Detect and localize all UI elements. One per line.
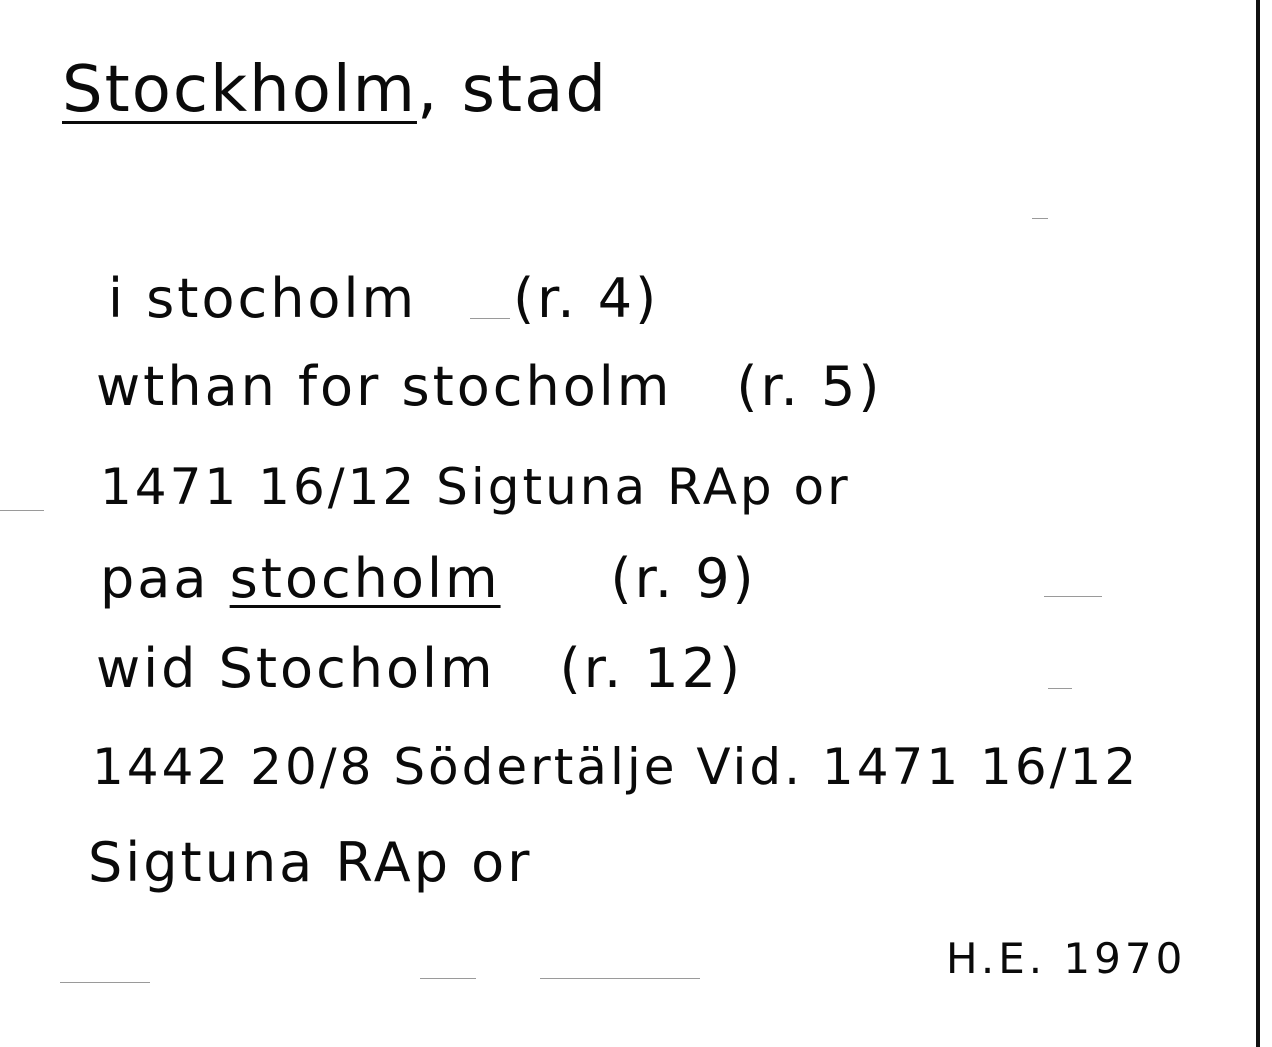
entry-line-1 (108, 267, 660, 330)
scan-speck (540, 978, 700, 979)
entry-line-3 (100, 458, 851, 516)
entry-text: stocholm (229, 547, 501, 610)
entry-text: Sigtuna RAp or (88, 831, 533, 894)
card-edge-rule (1256, 0, 1260, 1047)
entry-line-6 (92, 738, 1140, 796)
card-title (62, 53, 608, 127)
entry-reference: (r. 12) (559, 637, 744, 700)
entry-line-7 (88, 831, 533, 894)
entry-reference: (r. 9) (610, 547, 757, 610)
entry-line-5 (96, 637, 744, 700)
entry-text: 1442 20/8 Södertälje Vid. 1471 16/12 (92, 738, 1140, 796)
scan-speck (1048, 688, 1072, 689)
entry-text: i stocholm (108, 267, 418, 330)
entry-prefix: paa (100, 547, 210, 610)
signature: H.E. 1970 (946, 934, 1187, 983)
scan-speck (1032, 218, 1048, 219)
entry-text: wthan for stocholm (96, 355, 673, 418)
entry-text: wid Stocholm (96, 637, 496, 700)
scan-speck (470, 318, 510, 319)
entry-line-2 (96, 355, 883, 418)
entry-line-4 (100, 547, 757, 610)
title-suffix: , stad (416, 53, 608, 127)
scan-speck (0, 510, 44, 511)
scan-speck (420, 978, 476, 979)
title-place: Stockholm (62, 53, 417, 127)
entry-reference: (r. 4) (513, 267, 660, 330)
entry-text: 1471 16/12 Sigtuna RAp or (100, 458, 851, 516)
scan-speck (1044, 596, 1102, 597)
entry-reference: (r. 5) (736, 355, 883, 418)
scan-speck (60, 982, 150, 983)
